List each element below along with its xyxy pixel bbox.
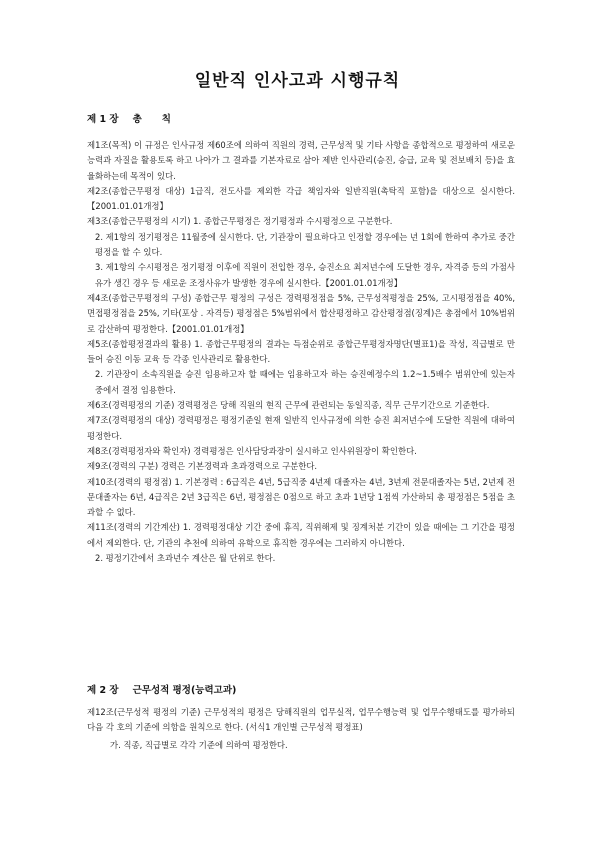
chapter-1-number: 제 1 장 — [87, 114, 119, 125]
chapter-2-name: 근무성적 평정(능력고과) — [132, 685, 237, 696]
article-10: 제10조(경력의 평정점) 1. 기본경력 : 6급직은 4년, 5급직중 4년제 대졸자는 4년, 3년제 전문대졸자는 5년, 2년제 전문대졸자는 6년, 4급직은 2년 3급직은 6년, 평정점은 0점으로 하고 초과 1년당 1점씩 가산하되 총 평정점은 5점을 초과할 수 없다. — [87, 476, 515, 518]
article-6: 제6조(경력평정의 기준) 경력평정은 당해 직원의 현직 근무에 관련되는 동일직종, 직무 근무기간으로 기준한다. — [87, 400, 490, 411]
article-9: 제9조(경력의 구분) 경력은 기본경력과 초과경력으로 구분한다. — [87, 461, 318, 472]
article-2: 제2조(종합근무평정 대상) 1급직, 전도사를 제외한 각급 책임자와 일반직원(촉탁직 포함)을 대상으로 실시한다.【2001.01.01개정】 — [87, 185, 515, 212]
article-12-sub-item-ga: 가. 직종, 직급별로 각각 기준에 의하여 평정한다. — [110, 739, 288, 750]
article-1: 제1조(목적) 이 규정은 인사규정 제60조에 의하여 직원의 경력, 근무성적 및 기타 사항을 종합적으로 평정하여 새로운 능력과 자질을 활용토록 하고 나아가 그 결과를 기본자료로 삼아 제반 인사관리(승진, 승급, 교육 및 전보배치 등)을 효율화하는데 목적이 있다. — [87, 140, 515, 181]
article-8: 제8조(경력평정자와 확인자) 경력평정은 인사담당과장이 실시하고 인사위원장이 확인한다. — [87, 445, 417, 456]
article-5-item-2: 2. 기관장이 소속직원을 승진 임용하고자 할 때에는 임용하고자 하는 승진예정수의 1.2~1.5배수 범위안에 있는자 중에서 결정 임용한다. — [95, 369, 515, 395]
article-4: 제4조(종합근무평정의 구성) 종합근무 평정의 구성은 경력평정점을 5%, 근무성적평정을 25%, 고시평정점을 40%, 면접평정점을 25%, 기타(포상 . 자격등) 평정점은 5%범위에서 합산평정하고 감산평정점(징계)은 총점에서 10%범위로 감산하여 평정한다.【2001.01.01개정】 — [87, 292, 515, 334]
article-5: 제5조(종합평정결과의 활용) 1. 종합근무평정의 결과는 득점순위로 종합근무평정자명단(별표1)을 작성, 직급별로 만들어 승진 이동 교육 등 각종 인사관리로 활용한다. — [87, 338, 515, 365]
chapter-2-number: 제 2 장 — [87, 685, 119, 696]
chapter-1-name-part2: 칙 — [161, 114, 171, 125]
chapter-1-body — [87, 138, 515, 566]
article-11: 제11조(경력의 기간계산) 1. 경력평정대상 기간 중에 휴직, 직위해제 및 징계처분 기간이 있을 때에는 그 기간을 평정에서 제외한다. 단, 기관의 추천에 의하여 유학으로 휴직한 경우에는 그러하지 아니한다. — [87, 522, 515, 548]
chapter-1-heading — [87, 111, 171, 125]
document-title: 일반직 인사고과 시행규칙 — [194, 71, 401, 91]
article-3-item-2: 2. 제1항의 정기평정은 11월중에 실시한다. 단, 기관장이 필요하다고 인정할 경우에는 년 1회에 한하여 추가로 중간평정을 할 수 있다. — [95, 231, 515, 258]
article-3-item-3: 3. 제1항의 수시평정은 정기평정 이후에 직원이 전입한 경우, 승진소요 최저년수에 도달한 경우, 자격증 등의 가점사유가 생긴 경우 등 새로운 조정사유가 발생한 경우에 실시한다.【2001.01.01개정】 — [95, 262, 515, 288]
article-7: 제7조(경력평정의 대상) 경력평정은 평정기준일 현재 일반직 인사규정에 의한 승진 최저년수에 도달한 직원에 대하여 평정한다. — [87, 415, 515, 441]
chapter-2-body — [87, 705, 515, 753]
chapter-1-name-part1: 총 — [132, 114, 142, 125]
article-12: 제12조(근무성적 평정의 기준) 근무성적의 평정은 당해직원의 업무실적, 업무수행능력 및 업무수행태도를 평가하되 다음 각 호의 기준에 의함을 원칙으로 한다. (서식1 개인별 근무성적 평정표) — [87, 707, 515, 733]
article-3: 제3조(종합근무평정의 시기) 1. 종합근무평정은 정기평정과 수시평정으로 구분한다. — [87, 216, 393, 227]
chapter-2-heading — [87, 682, 236, 696]
article-11-item-2: 2. 평정기간에서 초과년수 계산은 월 단위로 한다. — [95, 553, 276, 564]
